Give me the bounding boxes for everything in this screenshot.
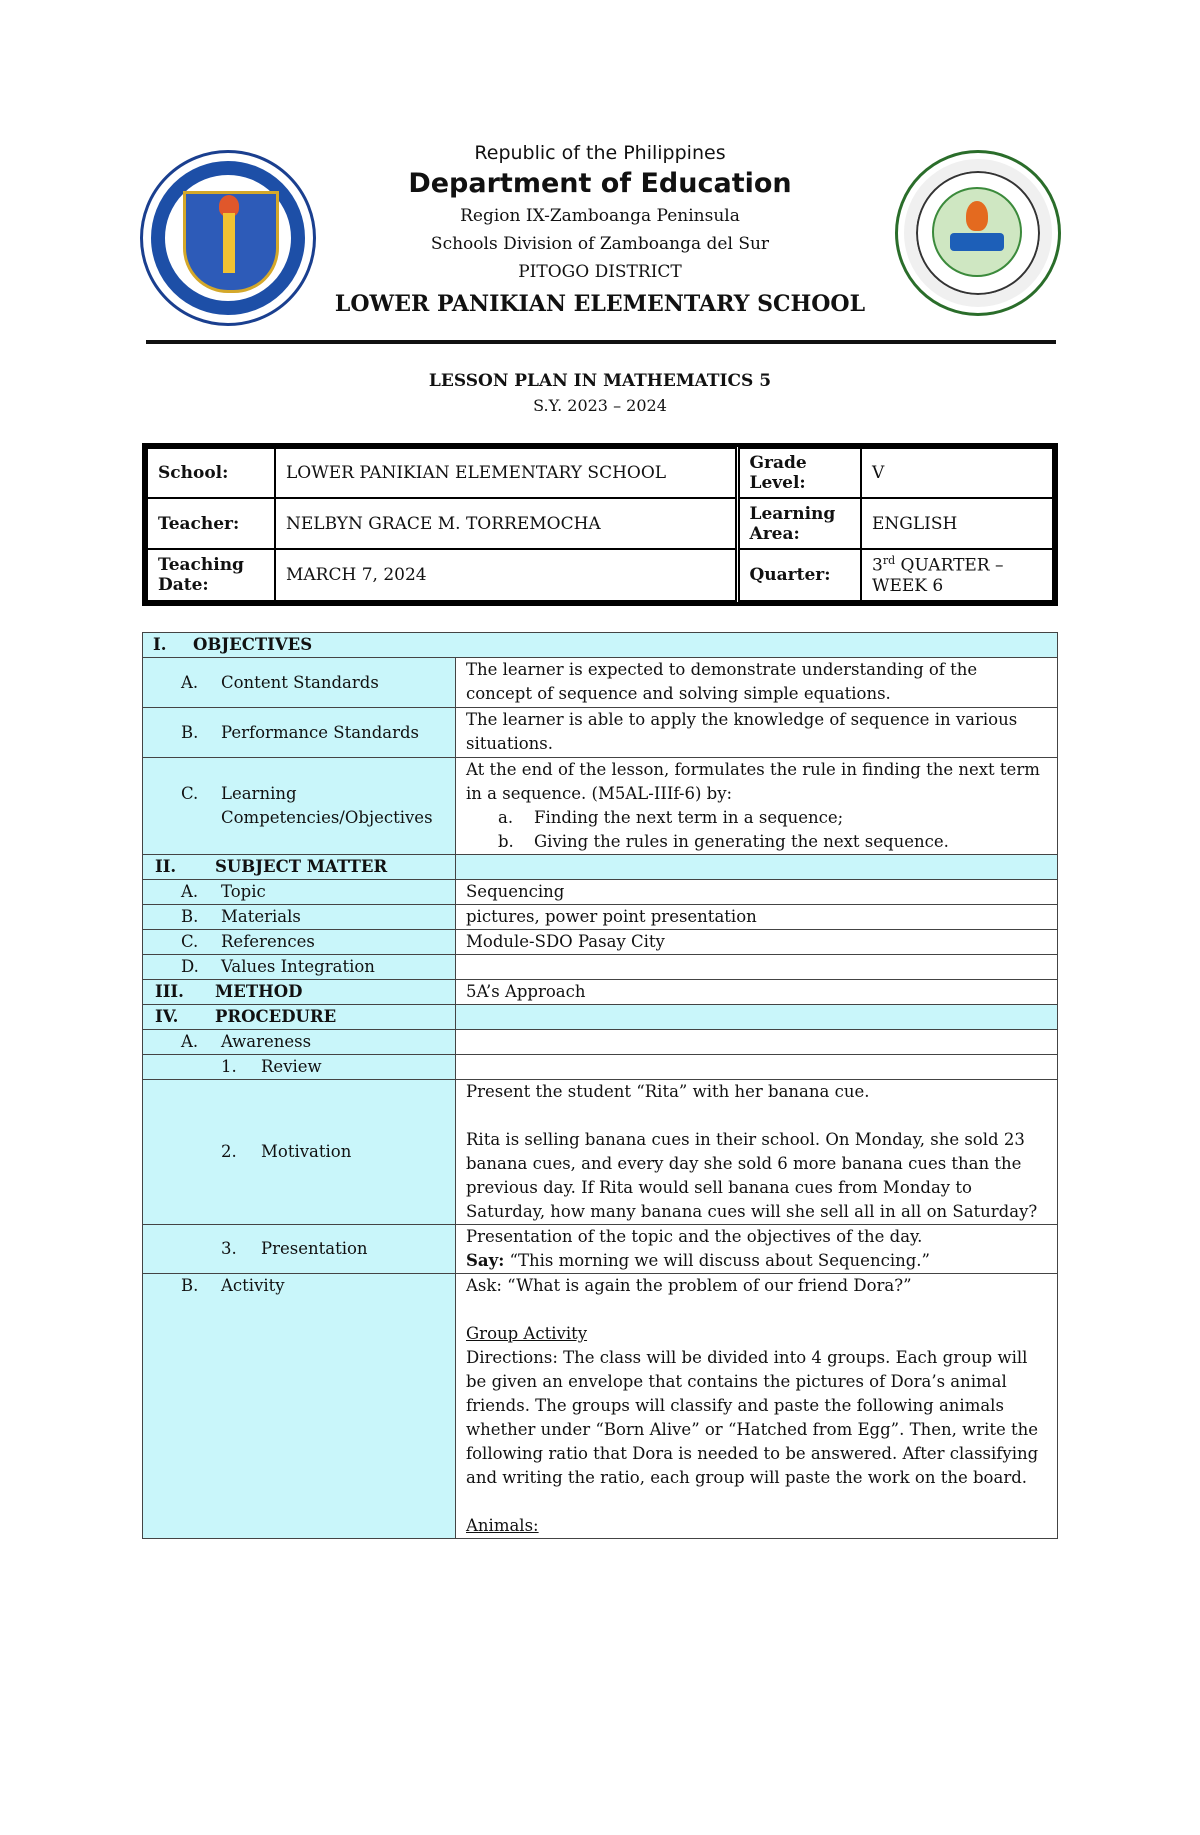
references-value: Module-SDO Pasay City — [456, 930, 1058, 955]
materials-row — [143, 905, 1058, 930]
content-standards-text: The learner is expected to demonstrate understanding of the concept of sequence and solving simple equations. — [456, 658, 1058, 708]
awareness-label: A. Awareness — [143, 1030, 456, 1055]
presentation-text: Presentation of the topic and the objectives of the day. Say: “This morning we will discuss about Sequencing.” — [456, 1225, 1058, 1274]
materials-label: B. Materials — [143, 905, 456, 930]
performance-standards-row — [143, 708, 1058, 758]
performance-standards-text: The learner is able to apply the knowledge of sequence in various situations. — [456, 708, 1058, 758]
motivation-label: 2. Motivation — [143, 1080, 456, 1225]
references-row — [143, 930, 1058, 955]
info-table — [142, 443, 1058, 606]
teacher-label: Teacher: — [147, 498, 275, 548]
date-value: MARCH 7, 2024 — [275, 549, 737, 601]
presentation-label: 3. Presentation — [143, 1225, 456, 1274]
objectives-row — [143, 633, 1058, 658]
date-label: Teaching Date: — [147, 549, 275, 601]
school-name-heading: LOWER PANIKIAN ELEMENTARY SCHOOL — [334, 291, 866, 317]
school-value: LOWER PANIKIAN ELEMENTARY SCHOOL — [275, 448, 737, 498]
competency-item: a. Finding the next term in a sequence; — [498, 808, 844, 827]
references-label: C. References — [143, 930, 456, 955]
teacher-value: NELBYN GRACE M. TORREMOCHA — [275, 498, 737, 548]
area-value: ENGLISH — [861, 498, 1053, 548]
competencies-row — [143, 758, 1058, 855]
topic-label: A. Topic — [143, 880, 456, 905]
topic-row — [143, 880, 1058, 905]
activity-row — [143, 1274, 1058, 1539]
district-line: PITOGO DISTRICT — [518, 262, 682, 282]
content-standards-label: A. Content Standards — [143, 658, 456, 708]
method-row — [143, 980, 1058, 1005]
lesson-plan-table — [142, 632, 1058, 1539]
performance-standards-label: B. Performance Standards — [143, 708, 456, 758]
subject-matter-row — [143, 855, 1058, 880]
values-value — [456, 955, 1058, 980]
activity-text: Ask: “What is again the problem of our friend Dora?” Group Activity Directions: The class will be divided into 4 groups. Each group will be given an envelope that contains the pictures of Dora’s animal friends. The groups will classify and paste the following animals whether under “Born Alive” or “Hatched from Egg”. Then, write the following ratio that Dora is needed to be answered. After classifying and writing the ratio, each group will paste the work on the board. Animals: — [456, 1274, 1058, 1539]
school-year: S.Y. 2023 – 2024 — [533, 396, 667, 415]
grade-label: Grade Level: — [737, 448, 861, 498]
subject-matter-heading: II. SUBJECT MATTER — [143, 855, 456, 880]
topic-value: Sequencing — [456, 880, 1058, 905]
animals-label: Animals: — [466, 1516, 539, 1535]
republic-line: Republic of the Philippines — [474, 142, 726, 164]
motivation-row — [143, 1080, 1058, 1225]
presentation-row — [143, 1225, 1058, 1274]
values-row — [143, 955, 1058, 980]
lesson-plan-title: LESSON PLAN IN MATHEMATICS 5 — [428, 371, 772, 391]
awareness-row — [143, 1030, 1058, 1055]
method-heading: III. METHOD — [143, 980, 456, 1005]
area-label: Learning Area: — [737, 498, 861, 548]
method-value: 5A’s Approach — [456, 980, 1058, 1005]
materials-value: pictures, power point presentation — [456, 905, 1058, 930]
competency-item: b. Giving the rules in generating the next sequence. — [498, 832, 949, 851]
header-divider — [146, 340, 1056, 344]
review-row — [143, 1055, 1058, 1080]
region-line: Region IX-Zamboanga Peninsula — [460, 206, 740, 226]
division-line: Schools Division of Zamboanga del Sur — [430, 234, 770, 254]
objectives-heading: I. OBJECTIVES — [143, 633, 1058, 658]
content-standards-row — [143, 658, 1058, 708]
procedure-heading: IV. PROCEDURE — [143, 1005, 456, 1030]
motivation-text: Present the student “Rita” with her banana cue. Rita is selling banana cues in their school. On Monday, she sold 23 banana cues, and every day she sold 6 more banana cues than the previous day. If Rita would sell banana cues from Monday to Saturday, how many banana cues will she sell all in all on Saturday? — [456, 1080, 1058, 1225]
procedure-row — [143, 1005, 1058, 1030]
quarter-label: Quarter: — [737, 549, 861, 601]
school-label: School: — [147, 448, 275, 498]
competencies-label: C. Learning Competencies/Objectives — [143, 758, 456, 855]
values-label: D. Values Integration — [143, 955, 456, 980]
activity-label: B. Activity — [143, 1274, 456, 1539]
quarter-value: 3rd QUARTER – WEEK 6 — [861, 549, 1053, 601]
review-label: 1. Review — [143, 1055, 456, 1080]
competencies-text: At the end of the lesson, formulates the rule in finding the next term in a sequence. (M5AL-IIIf-6) by: a. Finding the next term in a sequence; b. Giving the rules in generating the next sequence. — [456, 758, 1058, 855]
department-title: Department of Education — [408, 168, 792, 199]
grade-value: V — [861, 448, 1053, 498]
group-activity-title: Group Activity — [466, 1324, 588, 1343]
